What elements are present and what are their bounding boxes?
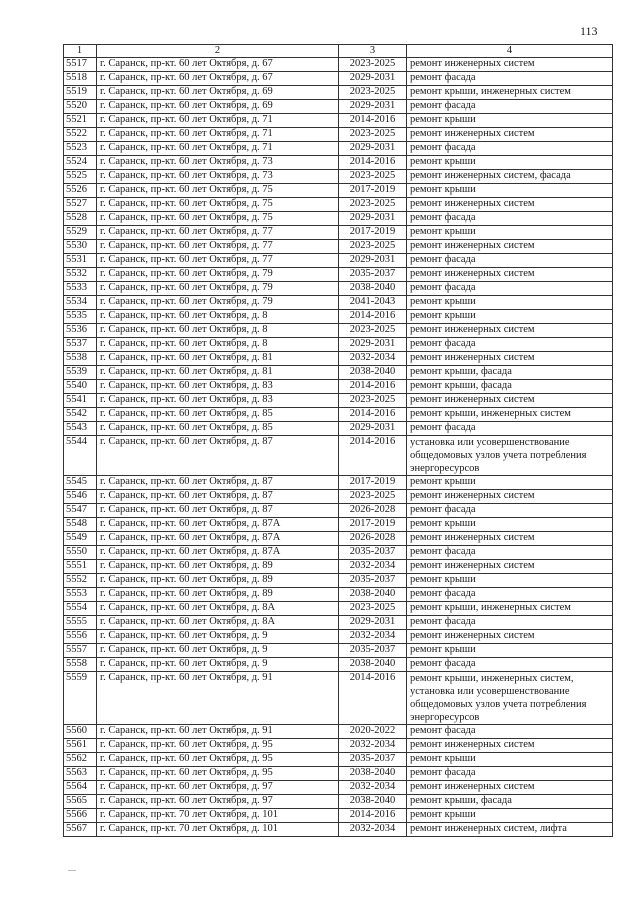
row-number: 5524 [64,156,97,170]
row-address: г. Саранск, пр-кт. 60 лет Октября, д. 89 [97,560,339,574]
table-row [64,58,613,72]
row-period: 2032-2034 [339,630,407,644]
table-row [64,436,613,476]
row-work-type: ремонт крыши, инженерных систем [407,602,613,616]
table-row [64,212,613,226]
row-number: 5537 [64,338,97,352]
table-row [64,658,613,672]
row-period: 2017-2019 [339,476,407,490]
row-work-type: ремонт инженерных систем [407,532,613,546]
row-address: г. Саранск, пр-кт. 60 лет Октября, д. 75 [97,198,339,212]
row-address: г. Саранск, пр-кт. 60 лет Октября, д. 8А [97,616,339,630]
row-period: 2014-2016 [339,809,407,823]
row-work-type: ремонт крыши [407,156,613,170]
row-number: 5528 [64,212,97,226]
row-work-type: ремонт фасада [407,212,613,226]
row-address: г. Саранск, пр-кт. 60 лет Октября, д. 97 [97,795,339,809]
row-work-type: ремонт крыши [407,226,613,240]
row-number: 5549 [64,532,97,546]
table-row [64,156,613,170]
row-work-type: ремонт инженерных систем [407,58,613,72]
row-period: 2035-2037 [339,546,407,560]
row-work-type: ремонт инженерных систем [407,128,613,142]
row-period: 2017-2019 [339,184,407,198]
row-number: 5550 [64,546,97,560]
row-number: 5554 [64,602,97,616]
row-address: г. Саранск, пр-кт. 60 лет Октября, д. 67 [97,72,339,86]
row-period: 2032-2034 [339,781,407,795]
row-address: г. Саранск, пр-кт. 60 лет Октября, д. 77 [97,226,339,240]
row-work-type: ремонт инженерных систем [407,394,613,408]
row-work-type: ремонт инженерных систем [407,324,613,338]
row-work-type: ремонт инженерных систем [407,268,613,282]
table-row [64,282,613,296]
row-period: 2035-2037 [339,753,407,767]
row-number: 5532 [64,268,97,282]
row-period: 2023-2025 [339,170,407,184]
row-address: г. Саранск, пр-кт. 60 лет Октября, д. 69 [97,86,339,100]
row-period: 2029-2031 [339,422,407,436]
row-period: 2035-2037 [339,644,407,658]
column-header-3: 3 [339,45,407,58]
table-row [64,588,613,602]
row-period: 2035-2037 [339,574,407,588]
row-work-type: ремонт крыши [407,518,613,532]
row-work-type: ремонт крыши [407,809,613,823]
row-work-type: ремонт крыши [407,574,613,588]
table-header-row [64,45,613,58]
scan-mark [68,870,76,871]
row-address: г. Саранск, пр-кт. 60 лет Октября, д. 77 [97,254,339,268]
row-number: 5557 [64,644,97,658]
row-period: 2014-2016 [339,156,407,170]
row-address: г. Саранск, пр-кт. 60 лет Октября, д. 87А [97,532,339,546]
row-work-type: ремонт фасада [407,725,613,739]
row-work-type: ремонт крыши [407,310,613,324]
row-number: 5517 [64,58,97,72]
row-address: г. Саранск, пр-кт. 60 лет Октября, д. 79 [97,296,339,310]
row-number: 5529 [64,226,97,240]
table-row [64,672,613,725]
row-address: г. Саранск, пр-кт. 60 лет Октября, д. 9 [97,630,339,644]
row-work-type: ремонт крыши, фасада [407,366,613,380]
row-number: 5548 [64,518,97,532]
column-header-4: 4 [407,45,613,58]
row-work-type: ремонт инженерных систем [407,352,613,366]
row-number: 5521 [64,114,97,128]
row-address: г. Саранск, пр-кт. 60 лет Октября, д. 9 [97,658,339,672]
row-number: 5547 [64,504,97,518]
row-address: г. Саранск, пр-кт. 60 лет Октября, д. 81 [97,352,339,366]
row-address: г. Саранск, пр-кт. 60 лет Октября, д. 89 [97,574,339,588]
row-number: 5565 [64,795,97,809]
table-row [64,254,613,268]
table-row [64,198,613,212]
table-row [64,338,613,352]
table-row [64,324,613,338]
row-address: г. Саранск, пр-кт. 60 лет Октября, д. 77 [97,240,339,254]
row-work-type: ремонт фасада [407,588,613,602]
row-work-type: ремонт фасада [407,504,613,518]
row-address: г. Саранск, пр-кт. 60 лет Октября, д. 79 [97,268,339,282]
row-work-type: ремонт инженерных систем [407,630,613,644]
table-row [64,114,613,128]
row-period: 2029-2031 [339,254,407,268]
row-period: 2038-2040 [339,588,407,602]
row-period: 2032-2034 [339,823,407,837]
table-row [64,781,613,795]
row-work-type: ремонт инженерных систем [407,240,613,254]
row-work-type: ремонт крыши [407,296,613,310]
row-period: 2038-2040 [339,366,407,380]
row-work-type: ремонт крыши, фасада [407,795,613,809]
row-period: 2014-2016 [339,436,407,476]
row-work-type: ремонт крыши [407,476,613,490]
row-period: 2023-2025 [339,86,407,100]
row-period: 2023-2025 [339,394,407,408]
table-row [64,644,613,658]
table-row [64,240,613,254]
row-work-type: ремонт крыши [407,184,613,198]
row-address: г. Саранск, пр-кт. 60 лет Октября, д. 8 [97,310,339,324]
row-number: 5546 [64,490,97,504]
row-period: 2029-2031 [339,142,407,156]
table-row [64,226,613,240]
row-work-type: ремонт фасада [407,254,613,268]
row-number: 5553 [64,588,97,602]
row-address: г. Саранск, пр-кт. 60 лет Октября, д. 83 [97,380,339,394]
table-row [64,616,613,630]
row-address: г. Саранск, пр-кт. 60 лет Октября, д. 95 [97,753,339,767]
row-period: 2029-2031 [339,338,407,352]
row-number: 5523 [64,142,97,156]
row-work-type: ремонт инженерных систем [407,560,613,574]
row-work-type: ремонт крыши, инженерных систем, установка или усовершенствование общедомовых узлов учета потребления энергоресурсов [407,672,613,725]
row-period: 2038-2040 [339,795,407,809]
column-header-2: 2 [97,45,339,58]
row-number: 5560 [64,725,97,739]
row-work-type: ремонт фасада [407,142,613,156]
table-row [64,795,613,809]
row-period: 2038-2040 [339,282,407,296]
table-row [64,128,613,142]
row-period: 2017-2019 [339,518,407,532]
row-period: 2014-2016 [339,380,407,394]
table-row [64,546,613,560]
table-row [64,560,613,574]
row-address: г. Саранск, пр-кт. 60 лет Октября, д. 71 [97,114,339,128]
table-row [64,352,613,366]
row-period: 2032-2034 [339,560,407,574]
table-row [64,532,613,546]
row-period: 2023-2025 [339,490,407,504]
row-period: 2017-2019 [339,226,407,240]
row-number: 5539 [64,366,97,380]
row-number: 5555 [64,616,97,630]
row-number: 5564 [64,781,97,795]
row-address: г. Саранск, пр-кт. 60 лет Октября, д. 79 [97,282,339,296]
row-address: г. Саранск, пр-кт. 60 лет Октября, д. 87 [97,436,339,476]
row-number: 5562 [64,753,97,767]
row-number: 5526 [64,184,97,198]
table-row [64,184,613,198]
table-row [64,630,613,644]
row-period: 2014-2016 [339,408,407,422]
table-row [64,518,613,532]
row-work-type: ремонт фасада [407,658,613,672]
row-number: 5544 [64,436,97,476]
row-number: 5543 [64,422,97,436]
row-address: г. Саранск, пр-кт. 60 лет Октября, д. 73 [97,170,339,184]
row-address: г. Саранск, пр-кт. 60 лет Октября, д. 81 [97,366,339,380]
row-number: 5536 [64,324,97,338]
row-number: 5545 [64,476,97,490]
table-row [64,422,613,436]
row-number: 5541 [64,394,97,408]
table-row [64,86,613,100]
row-number: 5561 [64,739,97,753]
row-number: 5551 [64,560,97,574]
row-address: г. Саранск, пр-кт. 60 лет Октября, д. 97 [97,781,339,795]
row-work-type: ремонт фасада [407,616,613,630]
row-work-type: ремонт крыши, фасада [407,380,613,394]
row-address: г. Саранск, пр-кт. 60 лет Октября, д. 87 [97,476,339,490]
row-address: г. Саранск, пр-кт. 60 лет Октября, д. 75 [97,184,339,198]
row-address: г. Саранск, пр-кт. 60 лет Октября, д. 8А [97,602,339,616]
table-row [64,574,613,588]
row-work-type: ремонт инженерных систем [407,739,613,753]
row-number: 5520 [64,100,97,114]
row-number: 5566 [64,809,97,823]
row-work-type: ремонт фасада [407,338,613,352]
table-row [64,767,613,781]
row-period: 2023-2025 [339,324,407,338]
row-address: г. Саранск, пр-кт. 60 лет Октября, д. 75 [97,212,339,226]
row-work-type: ремонт фасада [407,546,613,560]
table-row [64,142,613,156]
row-period: 2023-2025 [339,128,407,142]
row-period: 2029-2031 [339,212,407,226]
row-work-type: ремонт инженерных систем [407,198,613,212]
row-work-type: ремонт инженерных систем, лифта [407,823,613,837]
row-number: 5556 [64,630,97,644]
row-work-type: ремонт инженерных систем [407,490,613,504]
row-address: г. Саранск, пр-кт. 60 лет Октября, д. 87А [97,546,339,560]
table-row [64,366,613,380]
row-period: 2023-2025 [339,58,407,72]
row-number: 5535 [64,310,97,324]
row-number: 5525 [64,170,97,184]
repair-schedule-table [63,44,613,837]
row-number: 5534 [64,296,97,310]
row-period: 2026-2028 [339,532,407,546]
row-period: 2023-2025 [339,240,407,254]
row-address: г. Саранск, пр-кт. 60 лет Октября, д. 87А [97,518,339,532]
row-number: 5519 [64,86,97,100]
row-address: г. Саранск, пр-кт. 60 лет Октября, д. 83 [97,394,339,408]
table-row [64,72,613,86]
row-address: г. Саранск, пр-кт. 60 лет Октября, д. 91 [97,725,339,739]
row-number: 5558 [64,658,97,672]
row-period: 2038-2040 [339,658,407,672]
row-address: г. Саранск, пр-кт. 60 лет Октября, д. 67 [97,58,339,72]
row-work-type: ремонт фасада [407,72,613,86]
row-address: г. Саранск, пр-кт. 70 лет Октября, д. 101 [97,809,339,823]
row-address: г. Саранск, пр-кт. 60 лет Октября, д. 89 [97,588,339,602]
row-period: 2029-2031 [339,72,407,86]
page-number: 113 [580,24,598,38]
row-number: 5540 [64,380,97,394]
row-work-type: ремонт крыши [407,753,613,767]
table-row [64,310,613,324]
table-row [64,170,613,184]
row-address: г. Саранск, пр-кт. 60 лет Октября, д. 85 [97,408,339,422]
table-row [64,753,613,767]
row-period: 2038-2040 [339,767,407,781]
row-number: 5522 [64,128,97,142]
row-address: г. Саранск, пр-кт. 70 лет Октября, д. 101 [97,823,339,837]
table-row [64,823,613,837]
row-number: 5533 [64,282,97,296]
table-row [64,504,613,518]
row-period: 2032-2034 [339,739,407,753]
row-address: г. Саранск, пр-кт. 60 лет Октября, д. 87 [97,490,339,504]
row-number: 5563 [64,767,97,781]
table-row [64,490,613,504]
row-number: 5559 [64,672,97,725]
row-period: 2014-2016 [339,310,407,324]
row-address: г. Саранск, пр-кт. 60 лет Октября, д. 9 [97,644,339,658]
row-period: 2029-2031 [339,100,407,114]
row-work-type: ремонт крыши [407,644,613,658]
table-row [64,296,613,310]
row-work-type: ремонт фасада [407,282,613,296]
row-work-type: ремонт фасада [407,767,613,781]
row-address: г. Саранск, пр-кт. 60 лет Октября, д. 95 [97,767,339,781]
row-number: 5518 [64,72,97,86]
row-number: 5530 [64,240,97,254]
table-row [64,602,613,616]
row-period: 2035-2037 [339,268,407,282]
row-number: 5527 [64,198,97,212]
row-period: 2029-2031 [339,616,407,630]
row-work-type: ремонт фасада [407,100,613,114]
row-address: г. Саранск, пр-кт. 60 лет Октября, д. 87 [97,504,339,518]
row-address: г. Саранск, пр-кт. 60 лет Октября, д. 8 [97,324,339,338]
table-row [64,725,613,739]
table-row [64,476,613,490]
table-row [64,268,613,282]
row-address: г. Саранск, пр-кт. 60 лет Октября, д. 85 [97,422,339,436]
row-period: 2032-2034 [339,352,407,366]
row-period: 2023-2025 [339,602,407,616]
row-period: 2026-2028 [339,504,407,518]
row-period: 2014-2016 [339,672,407,725]
row-work-type: ремонт инженерных систем [407,781,613,795]
table-row [64,394,613,408]
row-number: 5552 [64,574,97,588]
row-number: 5531 [64,254,97,268]
table-row [64,739,613,753]
table-row [64,809,613,823]
row-period: 2041-2043 [339,296,407,310]
row-work-type: ремонт крыши, инженерных систем [407,86,613,100]
row-work-type: ремонт крыши, инженерных систем [407,408,613,422]
row-work-type: ремонт крыши [407,114,613,128]
table-row [64,380,613,394]
row-work-type: установка или усовершенствование общедомовых узлов учета потребления энергоресурсов [407,436,613,476]
row-address: г. Саранск, пр-кт. 60 лет Октября, д. 91 [97,672,339,725]
row-address: г. Саранск, пр-кт. 60 лет Октября, д. 73 [97,156,339,170]
row-address: г. Саранск, пр-кт. 60 лет Октября, д. 71 [97,142,339,156]
row-period: 2020-2022 [339,725,407,739]
row-number: 5567 [64,823,97,837]
row-number: 5542 [64,408,97,422]
row-address: г. Саранск, пр-кт. 60 лет Октября, д. 69 [97,100,339,114]
row-period: 2014-2016 [339,114,407,128]
row-address: г. Саранск, пр-кт. 60 лет Октября, д. 95 [97,739,339,753]
table-body [64,58,613,837]
row-period: 2023-2025 [339,198,407,212]
row-work-type: ремонт инженерных систем, фасада [407,170,613,184]
column-header-1: 1 [64,45,97,58]
row-work-type: ремонт фасада [407,422,613,436]
row-address: г. Саранск, пр-кт. 60 лет Октября, д. 8 [97,338,339,352]
table-row [64,408,613,422]
row-address: г. Саранск, пр-кт. 60 лет Октября, д. 71 [97,128,339,142]
table-row [64,100,613,114]
row-number: 5538 [64,352,97,366]
